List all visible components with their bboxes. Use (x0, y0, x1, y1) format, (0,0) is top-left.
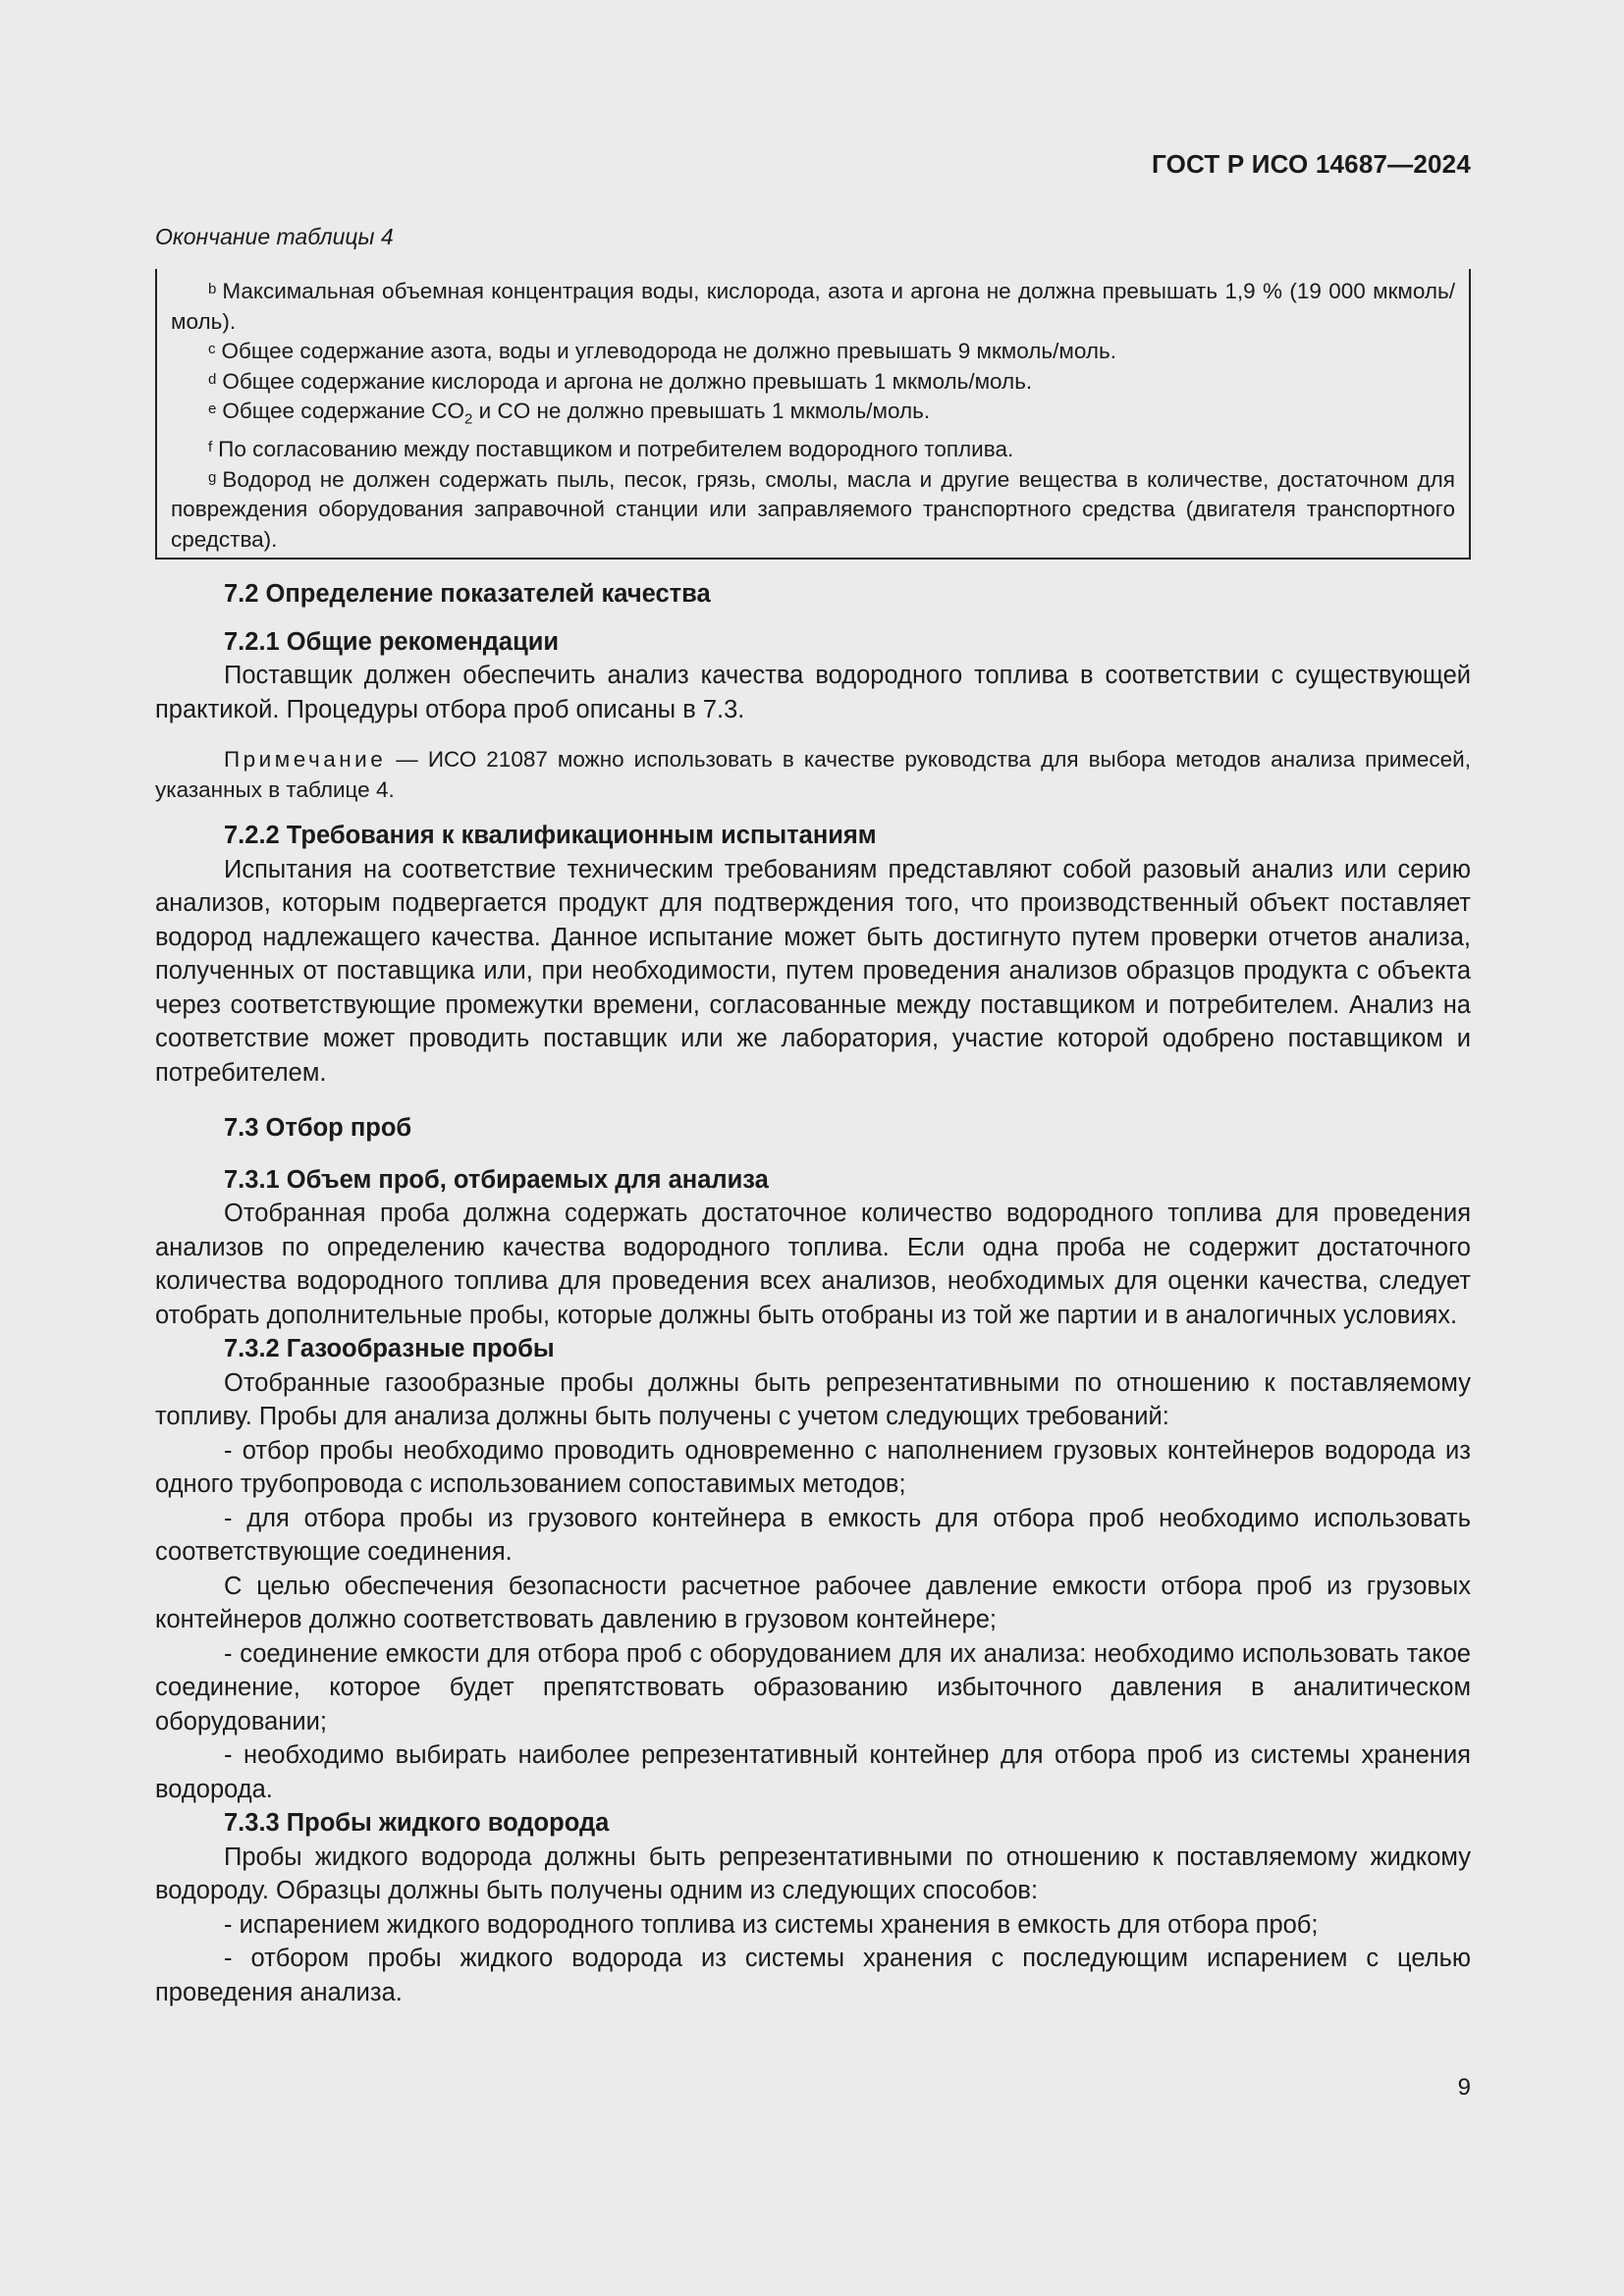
paragraph: С целью обеспечения безопасности расчетное рабочее давление емкости отбора проб из грузовых контейнеров должно соответствовать давлению в грузовом контейнере; (155, 1572, 1471, 1633)
section-heading-7-3-2: 7.3.2 Газообразные пробы (224, 1335, 555, 1362)
footnote-c (171, 337, 1455, 367)
note-paragraph (155, 744, 1471, 805)
footnote-text: Водород не должен содержать пыль, песок, грязь, смолы, масла и другие вещества в количестве, достаточном для повреждения оборудования заправочной станции или заправляемого транспортного средства (двигателя транспортного средства). (171, 466, 1455, 552)
footnote-text: Максимальная объемная концентрация воды, кислорода, азота и аргона не должна превышать 1,9 % (19 000 мкмоль/моль). (171, 279, 1455, 334)
list-item: - испарением жидкого водородного топлива из системы хранения в емкость для отбора проб; (224, 1910, 1319, 1939)
paragraph: Отобранная проба должна содержать достаточное количество водородного топлива для проведения анализов по определению качества водородного топлива. Если одна проба не содержит достаточного количества водородного топлива для проведения всех анализов, необходимых для оценки качества, следует отобрать дополнительные пробы, которые должны быть отобраны из той же партии и в аналогичных условиях. (155, 1200, 1471, 1329)
footnote-text: По согласованию между поставщиком и потребителем водородного топлива. (218, 437, 1014, 461)
section-heading-7-2: 7.2 Определение показателей качества (224, 580, 711, 608)
section-heading-7-3-1: 7.3.1 Объем проб, отбираемых для анализа (224, 1165, 769, 1194)
footnote-text: Общее содержание CO (222, 399, 465, 423)
table-caption: Окончание таблицы 4 (155, 224, 394, 249)
list-item: - отбор пробы необходимо проводить одновременно с наполнением грузовых контейнеров водорода из одного трубопровода с использованием сопоставимых методов; (155, 1436, 1471, 1498)
footnote-text: Общее содержание азота, воды и углеводорода не должно превышать 9 мкмоль/моль. (221, 339, 1116, 363)
paragraph: Пробы жидкого водорода должны быть репрезентативными по отношению к поставляемому жидкому водороду. Образцы должны быть получены одним из следующих способов: (155, 1842, 1471, 1904)
footnote-f (171, 435, 1455, 465)
standard-code: ГОСТ Р ИСО 14687—2024 (1151, 149, 1471, 179)
list-item: - необходимо выбирать наиболее репрезентативный контейнер для отбора проб из системы хранения водорода. (155, 1741, 1471, 1803)
list-item: - отбором пробы жидкого водорода из системы хранения с последующим испарением с целью проведения анализа. (155, 1945, 1471, 2006)
footnote-mark: g (208, 468, 217, 486)
section-heading-7-3-3: 7.3.3 Пробы жидкого водорода (224, 1809, 610, 1837)
list-item: - соединение емкости для отбора проб с оборудованием для их анализа: необходимо использовать такое соединение, которое будет препятствовать образованию избыточного давления в аналитическом оборудовании; (155, 1639, 1471, 1735)
table-footnotes (155, 269, 1471, 560)
footnote-text: и CO не должно превышать 1 мкмоль/моль. (472, 399, 931, 423)
footnote-b (171, 277, 1455, 337)
page-number: 9 (1457, 2074, 1471, 2101)
section-heading-7-3: 7.3 Отбор проб (224, 1114, 412, 1142)
footnote-mark: e (208, 400, 217, 417)
paragraph: Поставщик должен обеспечить анализ качества водородного топлива в соответствии с существующей практикой. Процедуры отбора проб описаны в 7.3. (155, 662, 1471, 723)
section-heading-7-2-1: 7.2.1 Общие рекомендации (224, 627, 560, 656)
footnote-mark: f (208, 439, 213, 455)
footnote-mark: d (208, 370, 217, 388)
paragraph: Испытания на соответствие техническим требованиям представляют собой разовый анализ или серию анализов, которым подвергается продукт для подтверждения того, что производственный объект поставляет водород надлежащего качества. Данное испытание может быть достигнуто путем проверки отчетов анализа, полученных от поставщика или, при необходимости, путем проведения анализов образцов продукта с объекта через соответствующие промежутки времени, согласованные между поставщиком и потребителем. Анализ на соответствие может проводить поставщик или же лаборатория, участие которой одобрено поставщиком и потребителем. (155, 855, 1471, 1087)
section-heading-7-2-2: 7.2.2 Требования к квалификационным испытаниям (224, 822, 877, 849)
subscript: 2 (464, 410, 473, 428)
footnote-mark: b (208, 281, 217, 297)
note-text: — ИСО 21087 можно использовать в качестве руководства для выбора методов анализа примесей, указанных в таблице 4. (155, 747, 1471, 802)
footnote-e (171, 397, 1455, 435)
footnote-g (171, 465, 1455, 556)
paragraph: Отобранные газообразные пробы должны быть репрезентативными по отношению к поставляемому топливу. Пробы для анализа должны быть получены с учетом следующих требований: (155, 1368, 1471, 1430)
footnote-mark: c (208, 341, 216, 357)
list-item: - для отбора пробы из грузового контейнера в емкость для отбора проб необходимо использовать соответствующие соединения. (155, 1504, 1471, 1566)
note-label: Примечание (224, 747, 387, 772)
footnote-d (171, 367, 1455, 398)
footnote-text: Общее содержание кислорода и аргона не должно превышать 1 мкмоль/моль. (222, 368, 1033, 394)
document-body (155, 577, 1471, 2009)
